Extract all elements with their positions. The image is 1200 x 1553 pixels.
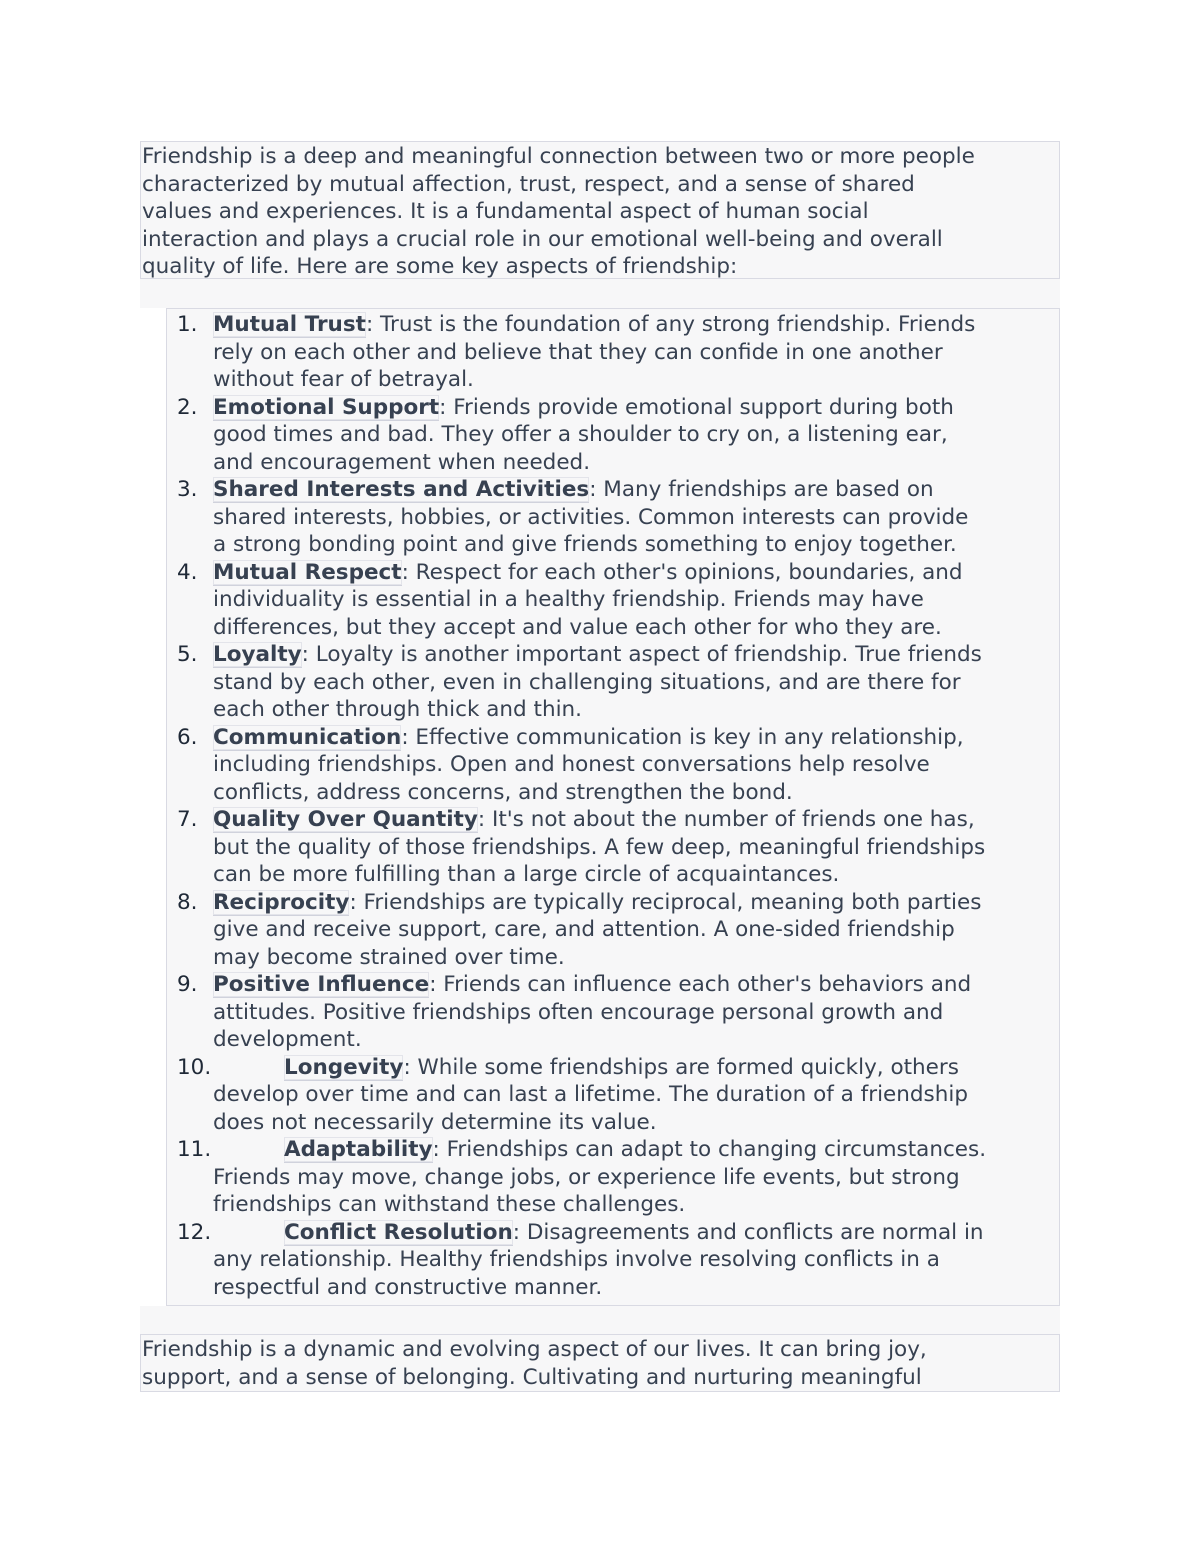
- list-item-number: 7.: [177, 807, 198, 832]
- intro-line: values and experiences. It is a fundamental aspect of human social: [142, 199, 869, 224]
- list-item-body: [213, 1054, 1059, 1137]
- list-item-first-text: : Trust is the foundation of any strong friendship. Friends: [365, 312, 976, 337]
- list-item-line: without fear of betrayal.: [213, 367, 474, 392]
- aspects-list-items: [167, 309, 1059, 1301]
- list-item-line: friendships can withstand these challenges.: [213, 1192, 686, 1217]
- list-item-first-text: : Friends provide emotional support during both: [439, 394, 954, 420]
- list-item-first-text: : Friendships are typically reciprocal, meaning both parties: [349, 889, 982, 915]
- list-item-first-line: [213, 476, 1059, 504]
- intro-line: quality of life. Here are some key aspects of friendship:: [142, 254, 738, 279]
- list-item-body: [213, 559, 1059, 642]
- list-item-number: 10.: [177, 1054, 212, 1080]
- list-item: [167, 476, 1059, 559]
- list-item-term: Longevity: [284, 1054, 404, 1080]
- list-item: [167, 1219, 1059, 1302]
- list-item-number: 2.: [177, 394, 198, 420]
- list-item-term: Reciprocity: [213, 889, 350, 915]
- list-item-first-text: : Respect for each other's opinions, boundaries, and: [401, 559, 963, 585]
- list-item-line: shared interests, hobbies, or activities. Common interests can provide: [213, 504, 969, 530]
- list-item-term: Adaptability: [284, 1137, 433, 1162]
- list-item-first-text: : Loyalty is another important aspect of friendship. True friends: [301, 642, 982, 667]
- list-item-number: 3.: [177, 477, 198, 502]
- list-item-line: stand by each other, even in challenging situations, and are there for: [213, 669, 961, 695]
- list-item-first-line: [213, 889, 1059, 917]
- list-item-term: Mutual Respect: [213, 559, 402, 585]
- list-item-first-text: : Effective communication is key in any relationship,: [401, 724, 964, 750]
- list-item-first-line: [213, 1219, 1059, 1247]
- list-item-line: conflicts, address concerns, and strengthen the bond.: [213, 779, 793, 805]
- list-item-body: [213, 476, 1059, 559]
- list-item-term: Emotional Support: [213, 394, 440, 420]
- list-item: [167, 1136, 1059, 1219]
- list-item-line: good times and bad. They offer a shoulder to cry on, a listening ear,: [213, 422, 948, 447]
- list-item-line: respectful and constructive manner.: [213, 1274, 603, 1300]
- list-item-line: individuality is essential in a healthy friendship. Friends may have: [213, 587, 924, 612]
- list-item-line: does not necessarily determine its value.: [213, 1109, 657, 1135]
- list-item-first-line: [213, 1136, 1059, 1164]
- list-item-body: [213, 1219, 1059, 1302]
- list-item-line: and encouragement when needed.: [213, 449, 591, 475]
- list-item-line: may become strained over time.: [213, 944, 565, 970]
- list-item-line: attitudes. Positive friendships often encourage personal growth and: [213, 999, 944, 1025]
- list-item-first-text: : While some friendships are formed quickly, others: [403, 1054, 959, 1080]
- list-item-line: including friendships. Open and honest conversations help resolve: [213, 752, 930, 777]
- outro-paragraph-box: [140, 1334, 1060, 1392]
- list-item-line: differences, but they accept and value each other for who they are.: [213, 614, 942, 640]
- list-item-number: 4.: [177, 559, 198, 585]
- list-item-term: Quality Over Quantity: [213, 807, 478, 832]
- intro-paragraph-box: [140, 141, 1060, 279]
- list-item: [167, 641, 1059, 724]
- list-item-body: [213, 889, 1059, 972]
- list-item: [167, 311, 1059, 394]
- list-item-term: Loyalty: [213, 642, 302, 667]
- list-item-body: [213, 311, 1059, 394]
- list-item-number: 5.: [177, 642, 198, 667]
- list-item-body: [213, 641, 1059, 724]
- list-item-number: 1.: [177, 312, 198, 337]
- intro-line: interaction and plays a crucial role in our emotional well-being and overall: [142, 226, 943, 252]
- list-item-line: develop over time and can last a lifetime. The duration of a friendship: [213, 1082, 968, 1107]
- intro-paragraph: [141, 143, 1059, 281]
- list-item: [167, 559, 1059, 642]
- intro-line: characterized by mutual affection, trust, respect, and a sense of shared: [142, 171, 915, 197]
- list-item-body: [213, 1136, 1059, 1219]
- list-item-body: [213, 394, 1059, 477]
- list-item-term: Conflict Resolution: [284, 1219, 513, 1245]
- list-item-term: Positive Influence: [213, 972, 430, 997]
- list-item-number: 12.: [177, 1219, 212, 1245]
- list-item-line: development.: [213, 1027, 362, 1052]
- list-item-line: but the quality of those friendships. A few deep, meaningful friendships: [213, 834, 986, 860]
- list-item-number: 8.: [177, 889, 198, 915]
- list-item-first-line: [213, 1054, 1059, 1082]
- list-item-first-text: : Friendships can adapt to changing circumstances.: [432, 1137, 987, 1162]
- outro-line: Friendship is a dynamic and evolving aspect of our lives. It can bring joy,: [142, 1337, 927, 1362]
- list-item-body: [213, 971, 1059, 1054]
- list-item-number: 6.: [177, 724, 198, 750]
- list-item-first-line: [213, 724, 1059, 752]
- spacer-shade: [140, 279, 1060, 308]
- list-item-term: Shared Interests and Activities: [213, 477, 590, 502]
- list-item-number: 11.: [177, 1137, 212, 1162]
- list-item-number: 9.: [177, 972, 198, 997]
- list-item: [167, 806, 1059, 889]
- list-item-first-line: [213, 641, 1059, 669]
- list-item-term: Communication: [213, 724, 402, 750]
- list-item: [167, 1054, 1059, 1137]
- list-item-first-line: [213, 311, 1059, 339]
- list-item-line: a strong bonding point and give friends something to enjoy together.: [213, 532, 957, 557]
- list-item-body: [213, 724, 1059, 807]
- list-item: [167, 971, 1059, 1054]
- list-item-first-text: : Many friendships are based on: [589, 477, 934, 502]
- list-item-body: [213, 806, 1059, 889]
- list-item-first-line: [213, 559, 1059, 587]
- aspects-list: [166, 308, 1060, 1306]
- outro-line: support, and a sense of belonging. Cultivating and nurturing meaningful: [142, 1364, 922, 1390]
- list-item-line: rely on each other and believe that they can confide in one another: [213, 339, 943, 365]
- list-item: [167, 889, 1059, 972]
- list-item-first-line: [213, 394, 1059, 422]
- list-item-line: any relationship. Healthy friendships involve resolving conflicts in a: [213, 1247, 940, 1272]
- list-item-term: Mutual Trust: [213, 312, 366, 337]
- list-item-first-text: : Friends can influence each other's behaviors and: [429, 972, 972, 997]
- list-item-first-text: : It's not about the number of friends one has,: [477, 807, 975, 832]
- list-item-line: can be more fulfilling than a large circle of acquaintances.: [213, 862, 840, 887]
- list-item-first-line: [213, 806, 1059, 834]
- list-item-first-text: : Disagreements and conflicts are normal in: [512, 1219, 984, 1245]
- intro-line: Friendship is a deep and meaningful connection between two or more people: [142, 144, 975, 169]
- list-item: [167, 724, 1059, 807]
- spacer-shade: [140, 1306, 1060, 1334]
- list-item-line: Friends may move, change jobs, or experience life events, but strong: [213, 1164, 960, 1190]
- outro-paragraph: [141, 1336, 1059, 1391]
- list-item-first-line: [213, 971, 1059, 999]
- list-item: [167, 394, 1059, 477]
- list-item-line: each other through thick and thin.: [213, 697, 583, 722]
- list-item-line: give and receive support, care, and attention. A one-sided friendship: [213, 917, 955, 942]
